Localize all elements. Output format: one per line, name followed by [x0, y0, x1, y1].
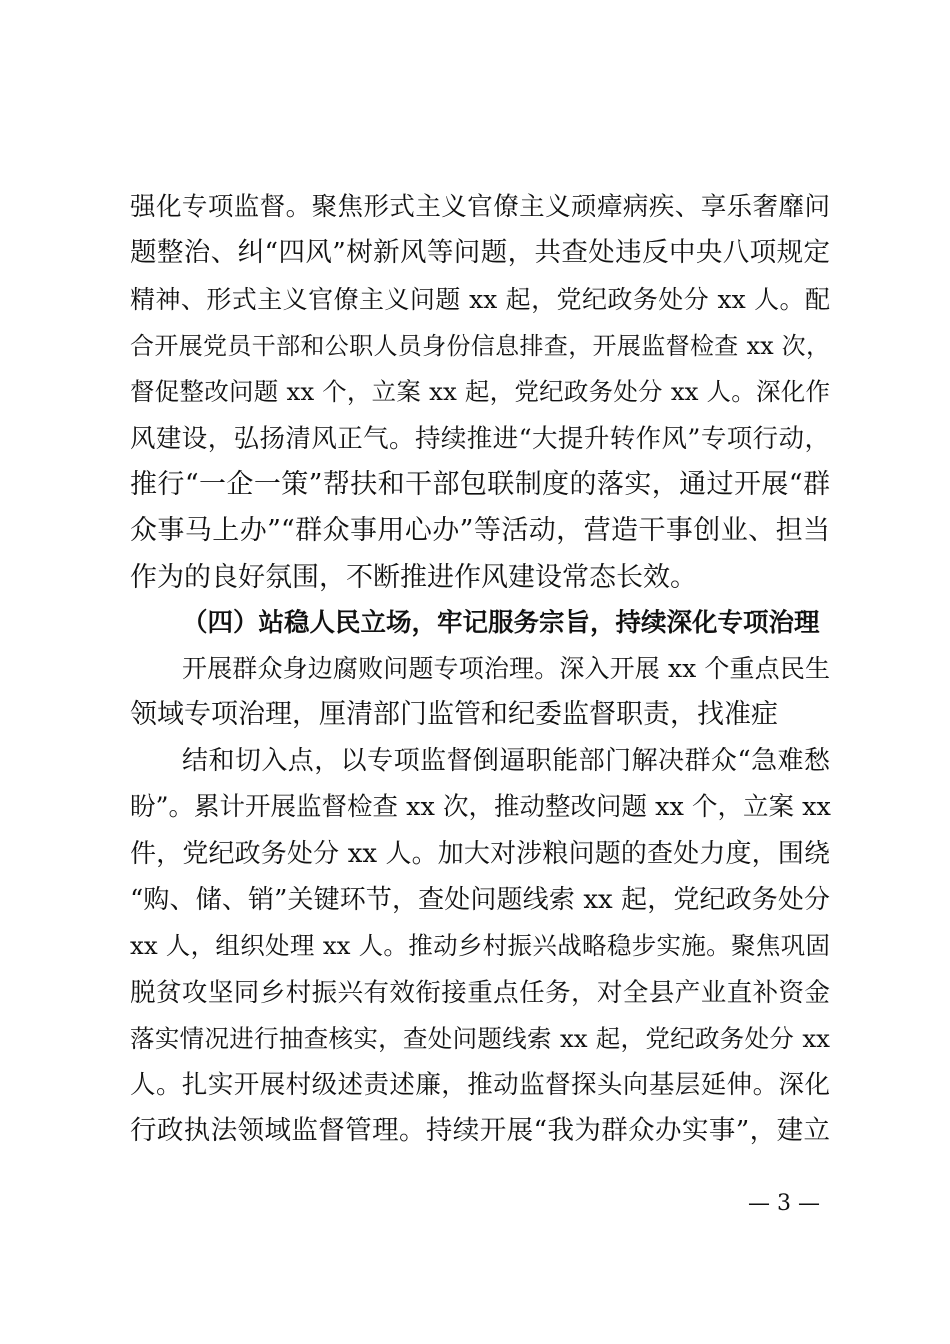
text-line: 盼”。累计开展监督检查 xx 次，推动整改问题 xx 个，立案 xx — [130, 792, 831, 822]
text-line: 人。扎实开展村级述责述廉，推动监督探头向基层延伸。深化 — [130, 1070, 830, 1100]
text-line: 推行“一企一策”帮扶和干部包联制度的落实，通过开展“群 — [130, 469, 830, 500]
text-line: 开展群众身边腐败问题专项治理。深入开展 xx 个重点民生 — [182, 654, 830, 683]
text-line: 风建设，弘扬清风正气。持续推进“大提升转作风”专项行动， — [130, 424, 830, 454]
text-line: 强化专项监督。聚焦形式主义官僚主义顽瘴病疾、享乐奢靡问 — [130, 192, 830, 222]
text-line: 精神、形式主义官僚主义问题 xx 起，党纪政务处分 xx 人。配 — [130, 285, 830, 314]
text-line: 作为的良好氛围，不断推进作风建设常态长效。 — [130, 562, 697, 593]
text-line: 落实情况进行抽查核实，查处问题线索 xx 起，党纪政务处分 xx — [130, 1024, 830, 1053]
text-line: 督促整改问题 xx 个，立案 xx 起，党纪政务处分 xx 人。深化作 — [130, 377, 830, 406]
text-line: 领域专项治理，厘清部门监管和纪委监督职责，找准症 — [130, 699, 778, 730]
text-line: 合开展党员干部和公职人员身份信息排查，开展监督检查 xx 次， — [130, 332, 830, 360]
text-line: 结和切入点，以专项监督倒逼职能部门解决群众“急难愁 — [182, 746, 830, 776]
page-number: — 3 — — [748, 1191, 820, 1216]
text-line: “购、储、销”关键环节，查处问题线索 xx 起，党纪政务处分 — [130, 885, 830, 915]
section-heading: （四）站稳人民立场，牢记服务宗旨，持续深化专项治理 — [182, 608, 820, 638]
text-line: xx 人，组织处理 xx 人。推动乡村振兴战略稳步实施。聚焦巩固 — [130, 931, 830, 960]
text-line: 行政执法领域监督管理。持续开展“我为群众办实事”，建立 — [130, 1115, 830, 1146]
text-line: 题整治、纠“四风”树新风等问题，共查处违反中央八项规定 — [130, 237, 830, 268]
text-line: 件，党纪政务处分 xx 人。加大对涉粮问题的查处力度，围绕 — [130, 839, 830, 869]
text-line: 众事马上办”“群众事用心办”等活动，营造干事创业、担当 — [130, 515, 830, 546]
text-line: 脱贫攻坚同乡村振兴有效衔接重点任务，对全县产业直补资金 — [130, 978, 830, 1008]
